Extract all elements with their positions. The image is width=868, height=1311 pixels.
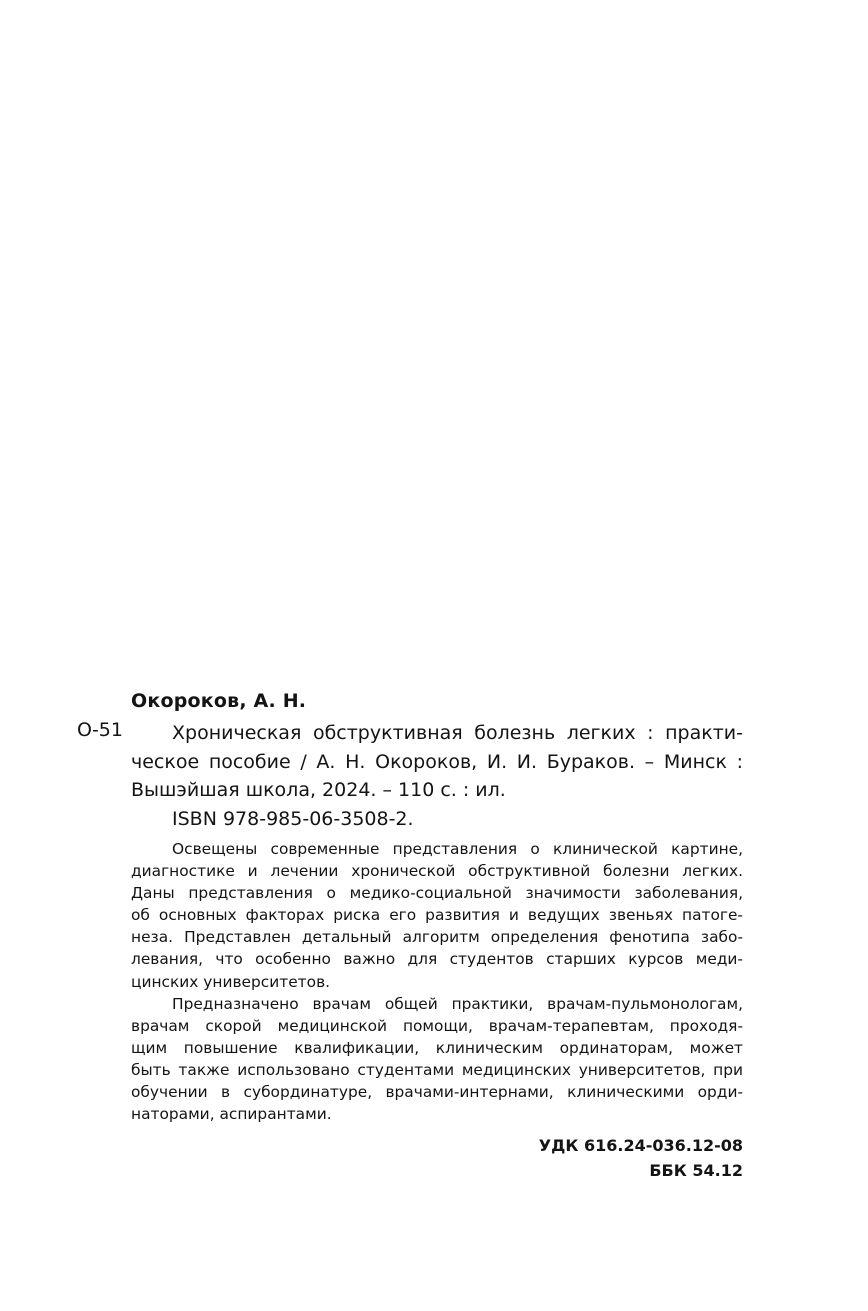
description-line: ческое пособие / А. Н. Окороков, И. И. Бураков. – Минск : — [131, 750, 743, 773]
description-line: Вышэйшая школа, 2024. – 110 с. : ил. — [131, 779, 506, 801]
annotation-line: врачам скорой медицинской помощи, врачам-терапевтам, проходя- — [131, 1016, 743, 1035]
isbn: ISBN 978-985-06-3508-2. — [172, 807, 414, 830]
annotation-line: наторами, аспирантами. — [131, 1105, 332, 1124]
annotation-line: быть также использовано студентами медицинских университетов, при — [131, 1060, 743, 1079]
cutter-code: О-51 — [77, 719, 123, 741]
annotation-line: щим повышение квалификации, клиническим ординаторам, может — [131, 1038, 743, 1057]
annotation-line: обучении в субординатуре, врачами-интернами, клиническими орди- — [131, 1083, 743, 1102]
annotation-line: Освещены современные представления о клинической картине, — [172, 840, 743, 858]
annotation-line: диагностике и лечении хронической обструктивной болезни легких. — [131, 862, 743, 881]
annotation-line: об основных факторах риска его развития и ведущих звеньях патоге- — [131, 906, 743, 925]
bbk-index: ББК 54.12 — [649, 1161, 743, 1180]
annotation-line: Даны представления о медико-социальной значимости заболевания, — [131, 884, 743, 903]
annotation-line: цинских университетов. — [131, 972, 331, 991]
bibliographic-description — [131, 719, 743, 833]
annotation-line: левания, что особенно важно для студентов старших курсов меди- — [131, 950, 743, 969]
annotation — [131, 838, 743, 1125]
annotation-line: Предназначено врачам общей практики, врачам-пульмонологам, — [172, 994, 743, 1013]
annotation-line: неза. Представлен детальный алгоритм определения фенотипа забо- — [131, 928, 743, 947]
author-heading: Окороков, А. Н. — [131, 690, 307, 712]
description-line: Хроническая обструктивная болезнь легких : практи- — [172, 722, 743, 744]
classification-indices — [539, 1133, 743, 1183]
udc-index: УДК 616.24-036.12-08 — [538, 1136, 743, 1155]
